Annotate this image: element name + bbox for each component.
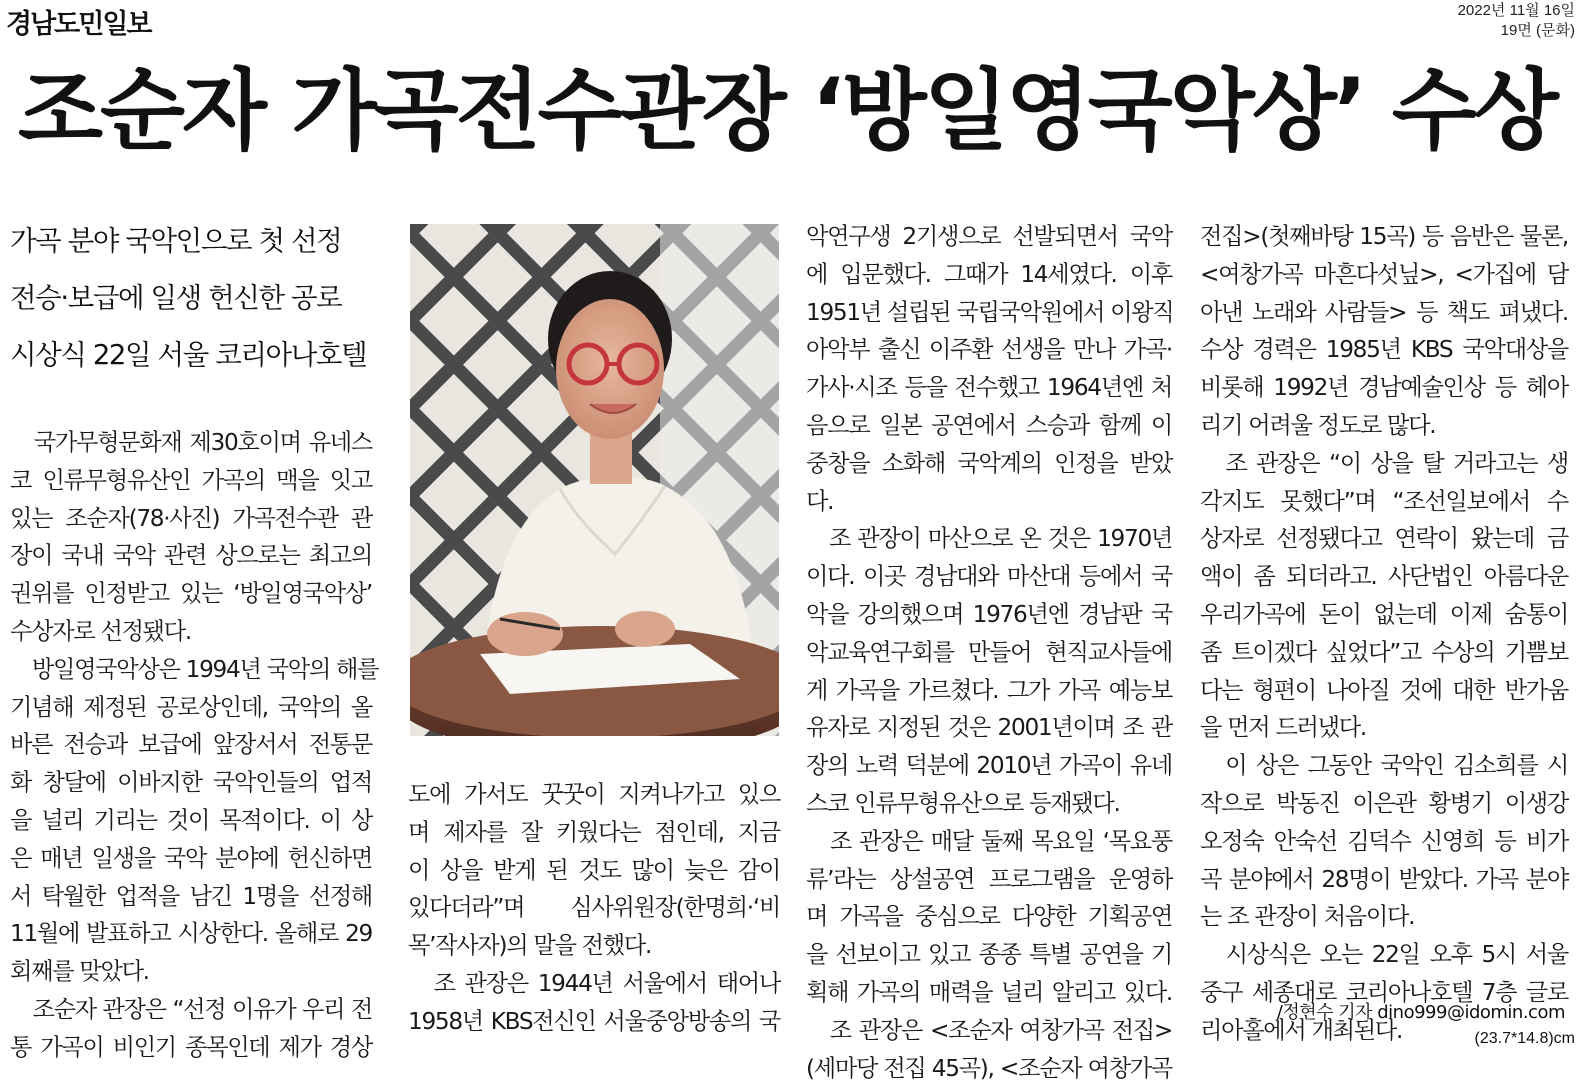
subhead-line: 전승·보급에 일생 헌신한 공로	[10, 282, 342, 314]
text-line: 1951년 설립된 국립국악원에서 이왕직	[806, 298, 1174, 326]
text-line: 곡 분야에서 28명이 받았다. 가곡 분야	[1200, 865, 1568, 893]
text-line: 장의 노력 덕분에 2010년 가곡이 유네	[806, 752, 1172, 780]
text-line: 비롯해 1992년 경남예술인상 등 헤아	[1200, 374, 1568, 402]
text-line: 전집>(첫째바탕 15곡) 등 음반은 물론,	[1200, 223, 1568, 250]
text-line: 리아홀에서 개최된다.	[1200, 1016, 1403, 1044]
text-line: 있는 조순자(78·사진) 가곡전수관 관	[10, 504, 372, 532]
text-line: 있다더라”며 심사위원장(한명희·‘비	[408, 894, 780, 922]
text-line: 11월에 발표하고 시상한다. 올해로 29	[10, 920, 372, 948]
text-line: 아악부 출신 이주환 선생을 만나 가곡·	[806, 336, 1172, 364]
text-line: 게 가곡을 가르쳤다. 그가 가곡 예능보	[806, 676, 1172, 704]
text-line: 목’작사자)의 말을 전했다.	[408, 932, 652, 960]
text-line: 화 창달에 이바지한 국악인들의 업적	[10, 769, 372, 797]
text-line: 액이 좀 되더라고. 사단법인 아름다운	[1200, 563, 1568, 591]
text-line: 우리가곡에 돈이 없는데 이제 숨통이	[1200, 600, 1568, 628]
text-line: 획해 가곡의 매력을 널리 알리고 있다.	[806, 978, 1172, 1006]
text-line: 악을 강의했으며 1976년엔 경남판 국	[806, 600, 1172, 628]
text-line: 도에 가서도 꿋꿋이 지켜나가고 있으	[408, 781, 780, 808]
text-line: 은 매년 일생을 국악 분야에 헌신하면	[10, 844, 372, 872]
text-line: 조 관장은 <조순자 여창가곡 전집>	[806, 1016, 1172, 1044]
page-section: 19면 (문화)	[1500, 22, 1575, 39]
text-line: <여창가곡 마흔다섯닢>, <가집에 담	[1200, 260, 1568, 288]
text-line: 조 관장은 매달 둘째 목요일 ‘목요풍	[806, 827, 1172, 855]
text-line: 다.	[806, 487, 834, 515]
text-line: 악교육연구회를 만들어 현직교사들에	[806, 638, 1172, 666]
text-line: (세마당 전집 45곡), <조순자 여창가곡	[806, 1054, 1172, 1082]
text-line: 에 입문했다. 그때가 14세였다. 이후	[806, 260, 1172, 288]
text-line: 음으로 일본 공연에서 스승과 함께 이	[806, 411, 1172, 439]
text-line: 리기 어려울 정도로 많다.	[1200, 411, 1436, 439]
text-line: 조순자 관장은 “선정 이유가 우리 전	[10, 995, 372, 1023]
subheadings	[10, 213, 390, 384]
text-line: 기념해 제정된 공로상인데, 국악의 올	[10, 693, 372, 721]
article-size: (23.7*14.8)cm	[1474, 1030, 1575, 1047]
text-line: 바른 전승과 보급에 앞장서서 전통문	[10, 731, 372, 759]
text-line: 상자로 선정됐다고 연락이 왔는데 금	[1200, 525, 1568, 553]
text-line: 좀 트이겠다 싶었다”고 수상의 기쁨보	[1200, 638, 1568, 666]
text-line: 악연구생 2기생으로 선발되면서 국악	[806, 223, 1172, 250]
text-line: 며 가곡을 중심으로 다양한 기획공연	[806, 903, 1172, 931]
subhead-line: 시상식 22일 서울 코리아나호텔	[10, 339, 367, 371]
text-line: 이 상은 그동안 국악인 김소희를 시	[1200, 752, 1568, 780]
text-line: 이다. 이곳 경남대와 마산대 등에서 국	[806, 563, 1172, 591]
text-line: 수상자로 선정됐다.	[10, 617, 191, 645]
article-column-1	[10, 424, 379, 1067]
text-line: 조 관장은 1944년 서울에서 태어나	[408, 969, 780, 997]
text-line: 중구 세종대로 코리아나호텔 7층 글로	[1200, 978, 1568, 1006]
text-line: 조 관장이 마산으로 온 것은 1970년	[806, 525, 1172, 553]
text-line: 권위를 인정받고 있는 ‘방일영국악상’	[10, 580, 372, 608]
text-line: 시상식은 오는 22일 오후 5시 서울	[1200, 941, 1568, 969]
text-line: 장이 국내 국악 관련 상으로는 최고의	[10, 542, 372, 570]
headline: 조순자 가곡전수관장 ‘방일영국악상’ 수상	[18, 59, 1556, 162]
article-column-3	[806, 218, 1172, 1087]
portrait-photo	[410, 224, 779, 736]
text-line: 을 먼저 드러냈다.	[1200, 714, 1366, 742]
text-line: 류’라는 상설공연 프로그램을 운영하	[806, 865, 1172, 893]
text-line: 을 널리 기리는 것이 목적이다. 이 상	[10, 806, 372, 834]
text-line: 조 관장은 “이 상을 탈 거라고는 생	[1200, 449, 1568, 477]
date-section-info	[1458, 1, 1575, 41]
text-line: 중창을 소화해 국악계의 인정을 받았	[806, 449, 1172, 477]
publication-name: 경남도민일보	[6, 9, 151, 40]
portrait-illustration	[410, 224, 779, 736]
text-line: 유자로 지정된 것은 2001년이며 조 관	[806, 714, 1172, 742]
text-line: 이 상을 받게 된 것도 많이 늦은 감이	[408, 856, 780, 884]
text-line: 서 탁월한 업적을 남긴 1명을 선정해	[10, 882, 372, 910]
text-line: 스코 인류무형유산으로 등재됐다.	[806, 789, 1120, 817]
text-line: 며 제자를 잘 키웠다는 점인데, 지금	[408, 818, 780, 846]
text-line: 작으로 박동진 이은관 황병기 이생강	[1200, 789, 1568, 817]
text-line: 오정숙 안숙선 김덕수 신영희 등 비가	[1200, 827, 1568, 855]
issue-date: 2022년 11월 16일	[1457, 2, 1575, 19]
article-column-4	[1200, 218, 1568, 1050]
text-line: 회째를 맞았다.	[10, 958, 149, 986]
text-line: 국가무형문화재 제30호이며 유네스	[10, 429, 372, 456]
text-line: 각지도 못했다”며 “조선일보에서 수	[1200, 487, 1568, 515]
text-line: 가사·시조 등을 전수했고 1964년엔 처	[806, 374, 1172, 402]
subhead-line: 가곡 분야 국악인으로 첫 선정	[10, 225, 342, 257]
text-line: 통 가곡이 비인기 종목인데 제가 경상	[10, 1033, 372, 1061]
text-line: 는 조 관장이 처음이다.	[1200, 903, 1415, 931]
article-column-2	[408, 776, 780, 1041]
text-line: 을 선보이고 있고 종종 특별 공연을 기	[806, 941, 1172, 969]
text-line: 다는 형편이 나아질 것에 대한 반가움	[1200, 676, 1568, 704]
text-line: 1958년 KBS전신인 서울중앙방송의 국	[408, 1007, 780, 1035]
text-line: 코 인류무형유산인 가곡의 맥을 잇고	[10, 466, 372, 494]
text-line: 수상 경력은 1985년 KBS 국악대상을	[1200, 336, 1568, 364]
text-line: 아낸 노래와 사람들> 등 책도 펴냈다.	[1200, 298, 1568, 326]
text-line: 방일영국악상은 1994년 국악의 해를	[10, 655, 379, 683]
reporter-byline: /정현수 기자 dino999@idomin.com	[1276, 1002, 1565, 1023]
